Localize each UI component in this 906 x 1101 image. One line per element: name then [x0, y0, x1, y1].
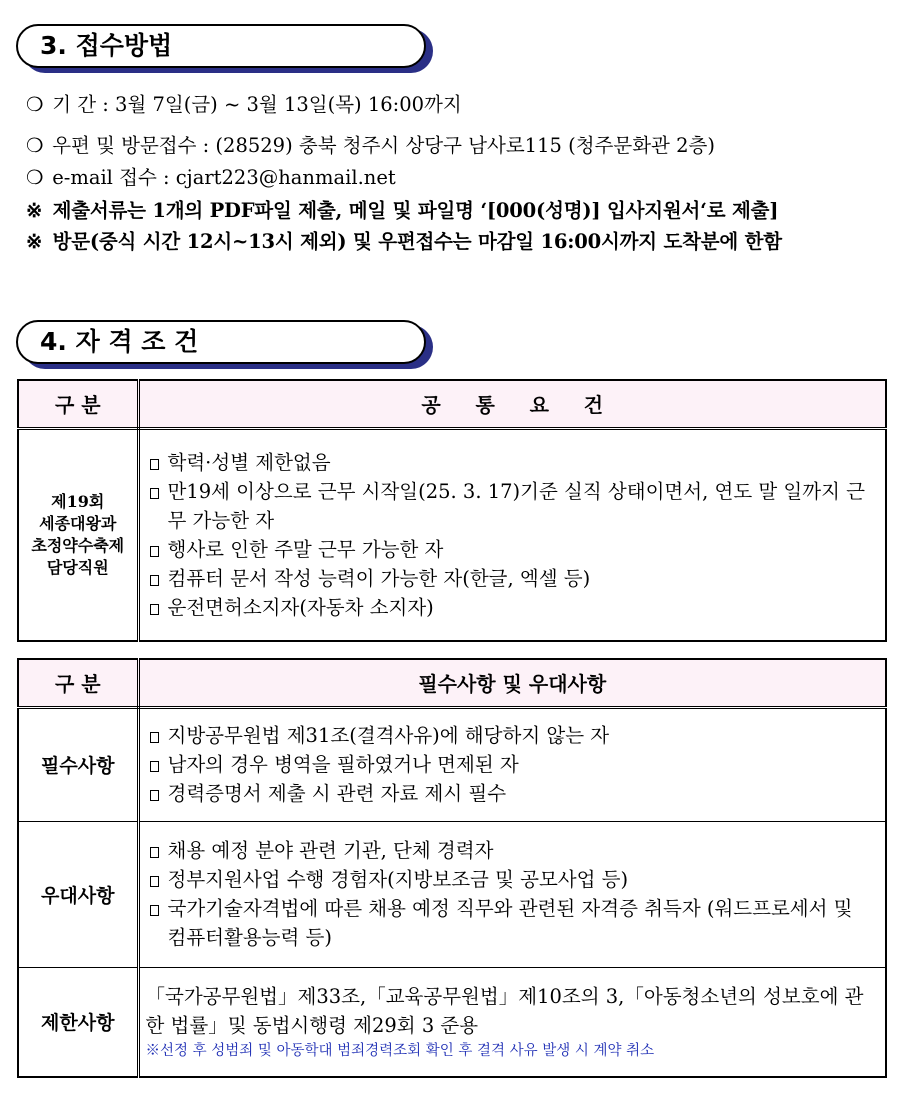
- header-category: 구 분: [18, 659, 138, 707]
- section3-title: 3. 접수방법: [40, 31, 173, 60]
- note-line-visit: [26, 229, 782, 255]
- note-line-documents: [26, 198, 778, 224]
- list-item: [150, 721, 878, 750]
- table-row: [18, 821, 886, 967]
- square-bullet-icon: [150, 459, 159, 470]
- table-header-row: [18, 380, 886, 428]
- required-list: [138, 707, 886, 821]
- email-text: e-mail 접수 : cjart223@hanmail.net: [52, 166, 396, 189]
- item-text: 국가기술자격법에 따른 채용 예정 직무와 관련된 자격증 취득자 (워드프로세서 및 컴퓨터활용능력 등): [167, 897, 853, 949]
- section3-heading: [16, 24, 426, 68]
- preferred-list: [138, 821, 886, 967]
- square-bullet-icon: [150, 847, 159, 858]
- list-item: [150, 779, 878, 808]
- square-bullet-icon: [150, 604, 159, 615]
- category-line: 담당직원: [46, 557, 109, 577]
- item-text: 채용 예정 분야 관련 기관, 단체 경력자: [167, 839, 494, 862]
- info-line-address: [26, 133, 715, 159]
- common-requirements-table: [17, 379, 887, 642]
- section4-heading: [16, 320, 426, 364]
- square-bullet-icon: [150, 575, 159, 586]
- restriction-note: ※선정 후 성범죄 및 아동학대 범죄경력조회 확인 후 결격 사유 발생 시 계약 취소: [145, 1042, 655, 1059]
- list-item: [150, 750, 878, 779]
- table-header-row: [18, 659, 886, 707]
- category-line: 제19회: [51, 491, 105, 511]
- table-row: [18, 967, 886, 1077]
- square-bullet-icon: [150, 488, 159, 499]
- list-item: [150, 865, 878, 894]
- visit-note-text: 방문(중식 시간 12시~13시 제외) 및 우편접수는 마감일 16:00시까지 도착분에 한함: [52, 230, 782, 253]
- category-line: 세종대왕과: [39, 513, 117, 533]
- item-text: 정부지원사업 수행 경험자(지방보조금 및 공모사업 등): [167, 868, 629, 891]
- category-line: 초정약수축제: [31, 535, 125, 555]
- period-text: 기 간 : 3월 7일(금) ~ 3월 13일(목) 16:00까지: [52, 93, 462, 116]
- category-required: 필수사항: [18, 707, 138, 821]
- item-text: 남자의 경우 병역을 필하였거나 면제된 자: [167, 753, 519, 776]
- category-restricted: 제한사항: [18, 967, 138, 1077]
- circle-bullet-icon: ❍: [26, 93, 44, 116]
- square-bullet-icon: [150, 732, 159, 743]
- reference-mark-icon: ※: [26, 230, 43, 253]
- list-item: [150, 477, 878, 535]
- qualifications-table: [17, 658, 887, 1078]
- item-text: 만19세 이상으로 근무 시작일(25. 3. 17)기준 실직 상태이면서, 연도 말 일까지 근무 가능한 자: [167, 479, 865, 532]
- item-text: 지방공무원법 제31조(결격사유)에 해당하지 않는 자: [167, 724, 610, 747]
- list-item: [150, 564, 878, 593]
- square-bullet-icon: [150, 546, 159, 557]
- list-item: [150, 593, 878, 622]
- list-item: [150, 535, 878, 564]
- table-row: [18, 707, 886, 821]
- list-item: [150, 894, 878, 952]
- circle-bullet-icon: ❍: [26, 166, 44, 189]
- header-category: 구 분: [18, 380, 138, 428]
- section4-title: 4. 자 격 조 건: [40, 327, 199, 356]
- info-line-email: [26, 165, 396, 191]
- reference-mark-icon: ※: [26, 199, 43, 222]
- item-text: 학력·성별 제한없음: [167, 450, 331, 474]
- documents-note-text: 제출서류는 1개의 PDF파일 제출, 메일 및 파일명 ‘[000(성명)] 입사지원서‘로 제출]: [52, 199, 779, 222]
- header-qualifications: 필수사항 및 우대사항: [138, 659, 886, 707]
- list-item: [150, 448, 878, 477]
- square-bullet-icon: [150, 761, 159, 772]
- circle-bullet-icon: ❍: [26, 134, 44, 157]
- item-text: 경력증명서 제출 시 관련 자료 제시 필수: [167, 782, 507, 805]
- info-line-period: [26, 92, 462, 118]
- header-common-requirements: 공 통 요 건: [138, 380, 886, 428]
- list-item: [150, 836, 878, 865]
- item-text: 운전면허소지자(자동차 소지자): [167, 595, 434, 619]
- table-row: [18, 428, 886, 641]
- square-bullet-icon: [150, 905, 159, 916]
- address-text: 우편 및 방문접수 : (28529) 충북 청주시 상당구 남사로115 (청주문화관 2층): [52, 134, 715, 157]
- restriction-text: 「국가공무원법」제33조,「교육공무원법」제10조의 3,「아동청소년의 성보호에 관한 법률」및 동법시행령 제29회 3 준용: [145, 984, 864, 1037]
- requirements-list: [138, 428, 886, 641]
- category-staff: [18, 428, 138, 641]
- category-preferred: 우대사항: [18, 821, 138, 967]
- item-text: 행사로 인한 주말 근무 가능한 자: [167, 537, 444, 561]
- restriction-cell: [138, 967, 886, 1077]
- square-bullet-icon: [150, 876, 159, 887]
- item-text: 컴퓨터 문서 작성 능력이 가능한 자(한글, 엑셀 등): [167, 566, 591, 590]
- square-bullet-icon: [150, 790, 159, 801]
